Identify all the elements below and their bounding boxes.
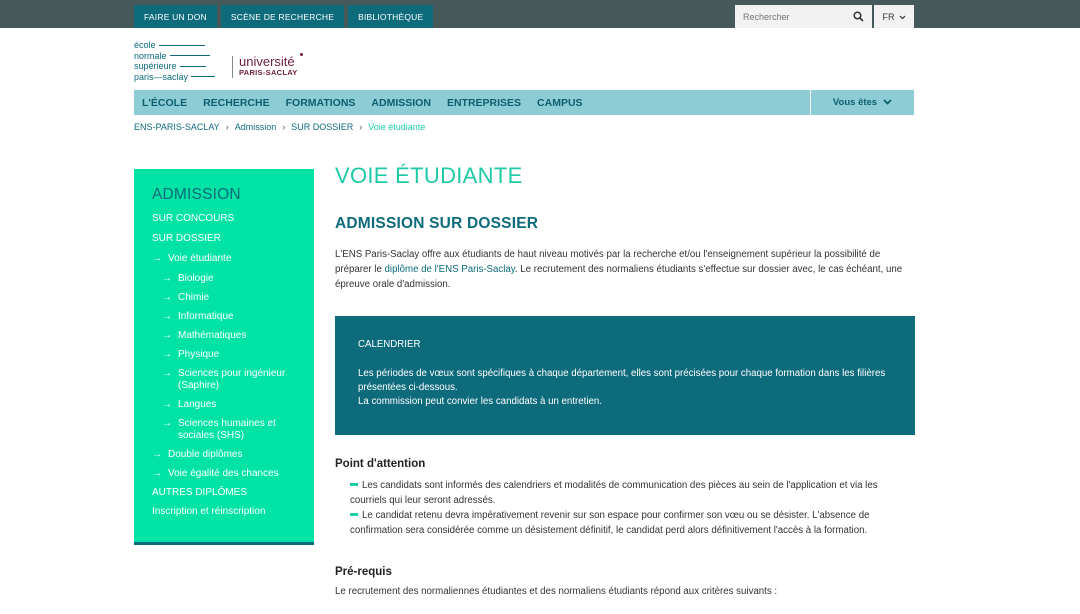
sidebar-item[interactable] — [152, 292, 314, 304]
breadcrumb-item[interactable]: Admission — [234, 122, 277, 132]
dash-icon — [350, 513, 358, 516]
logo-divider — [232, 56, 233, 78]
arrow-right-icon: → — [152, 468, 162, 479]
arrow-right-icon: → — [162, 273, 172, 284]
sidebar-item-label: Voie étudiante — [168, 253, 232, 264]
sidebar-item-label: Sciences pour ingénieur (Saphire) — [178, 368, 286, 391]
main-content — [335, 163, 915, 189]
sidebar-item[interactable] — [152, 233, 314, 245]
sidebar-item[interactable] — [152, 487, 314, 499]
prereq-title: Pré-requis — [335, 566, 392, 578]
calendar-title: CALENDRIER — [358, 339, 421, 350]
arrow-right-icon: → — [162, 311, 172, 322]
sidebar-item-label: Chimie — [178, 292, 210, 303]
chevron-right-icon: › — [282, 122, 286, 132]
intro-text: L'ENS Paris-Saclay offre aux étudiants de haut niveau motivés par la recherche et/ou l'enseignement supérieur la possibilité de préparer le — [335, 249, 881, 275]
sidebar-item-label: SUR CONCOURS — [152, 213, 235, 224]
breadcrumb-item[interactable]: SUR DOSSIER — [291, 122, 354, 132]
list-item-text: Les candidats sont informés des calendriers et modalités de communication des pièces au sein de l'application et via les courriels qui leur seront adressés. — [350, 480, 878, 506]
sidebar-item-label: AUTRES DIPLÔMES — [152, 487, 248, 498]
sidebar-item[interactable] — [152, 449, 314, 461]
sidebar-item[interactable] — [152, 349, 314, 361]
page-title: VOIE ÉTUDIANTE — [335, 163, 523, 188]
ens-logo[interactable] — [134, 40, 215, 82]
nav-item-campus[interactable]: CAMPUS — [537, 96, 583, 109]
sidebar-item[interactable] — [152, 311, 314, 323]
ups-logo-main: université — [239, 54, 295, 69]
main-nav — [134, 90, 914, 115]
dash-icon — [350, 483, 358, 486]
arrow-right-icon: → — [162, 292, 172, 303]
chevron-right-icon: › — [225, 122, 229, 132]
sidebar-item-label: Inscription et réinscription — [152, 506, 266, 517]
sidebar-item-label: Langues — [178, 399, 217, 410]
sidebar — [134, 169, 314, 545]
donate-button[interactable]: FAIRE UN DON — [134, 5, 217, 28]
ens-logo-line: supérieure — [134, 61, 177, 71]
top-bar — [0, 0, 1080, 28]
section-title: ADMISSION SUR DOSSIER — [335, 215, 539, 232]
sidebar-item[interactable] — [152, 468, 314, 480]
sidebar-item-label: SUR DOSSIER — [152, 233, 221, 244]
sidebar-item-label: Physique — [178, 349, 220, 360]
intro-paragraph — [335, 247, 913, 292]
sidebar-item-label: Biologie — [178, 273, 214, 284]
search-box — [735, 5, 872, 28]
sidebar-item-label: Mathématiques — [178, 330, 247, 341]
nav-item-formations[interactable]: FORMATIONS — [285, 96, 356, 109]
vous-etes-label: Vous êtes — [832, 97, 878, 108]
nav-item-ecole[interactable]: L'ÉCOLE — [142, 96, 188, 109]
sidebar-item-label: Voie égalité des chances — [168, 468, 279, 479]
vous-etes-dropdown[interactable] — [810, 90, 914, 115]
sidebar-item-label: Double diplômes — [168, 449, 243, 460]
ens-logo-line: paris—saclay — [134, 71, 189, 82]
sidebar-item[interactable] — [152, 253, 314, 265]
ups-logo-sub: PARIS-SACLAY — [239, 68, 298, 77]
calendar-box — [335, 316, 915, 435]
ens-logo-line: école — [134, 40, 156, 50]
chevron-down-icon — [899, 12, 906, 22]
breadcrumb-current: Voie étudiante — [368, 122, 426, 132]
research-scene-button[interactable]: SCÈNE DE RECHERCHE — [221, 5, 344, 28]
nav-item-recherche[interactable]: RECHERCHE — [203, 96, 270, 109]
sidebar-menu — [152, 213, 314, 518]
calendar-text: La commission peut convier les candidats à un entretien. — [358, 396, 602, 407]
library-button[interactable]: BIBLIOTHÈQUE — [348, 5, 433, 28]
search-icon[interactable] — [852, 11, 864, 23]
prereq-text: Le recrutement des normaliennes étudiantes et des normaliens étudiants répond aux critères suivants : — [335, 586, 778, 597]
sidebar-item[interactable] — [152, 506, 314, 518]
arrow-right-icon: → — [162, 418, 172, 429]
chevron-down-icon — [883, 97, 892, 108]
arrow-right-icon: → — [162, 330, 172, 341]
intro-text: . Le recrutement des normaliens étudiants s'effectue sur dossier avec, le cas échéant, une épreuve orale d'admission. — [335, 264, 903, 290]
arrow-right-icon: → — [162, 368, 172, 379]
language-label: FR — [882, 11, 895, 22]
attention-title: Point d'attention — [335, 458, 426, 470]
attention-list — [350, 478, 912, 538]
diplome-link[interactable]: diplôme de l'ENS Paris-Saclay — [384, 264, 515, 275]
sidebar-item[interactable] — [152, 368, 314, 392]
sidebar-title: ADMISSION — [152, 186, 241, 203]
arrow-right-icon: → — [162, 349, 172, 360]
calendar-text: Les périodes de vœux sont spécifiques à chaque département, elles sont précisées pour chaque formation dans les filières présentées ci-dessous. — [358, 368, 886, 393]
nav-item-admission[interactable]: ADMISSION — [371, 96, 431, 109]
sidebar-item[interactable] — [152, 418, 314, 442]
sidebar-item[interactable] — [152, 213, 314, 225]
sidebar-item-label: Sciences humaines et sociales (SHS) — [178, 418, 276, 441]
arrow-right-icon: → — [152, 449, 162, 460]
ens-logo-line: normale — [134, 50, 167, 61]
arrow-right-icon: → — [152, 253, 162, 264]
breadcrumb — [134, 122, 425, 132]
list-item-text: Le candidat retenu devra impérativement revenir sur son espace pour confirmer son vœu ou se désister. L'absence de confirmation sera considérée comme un désistement définitif, le candidat perd alors définitivement l'accès à la formation. — [350, 510, 870, 536]
chevron-right-icon: › — [359, 122, 363, 132]
breadcrumb-item[interactable]: ENS-PARIS-SACLAY — [134, 122, 220, 132]
list-item — [350, 508, 912, 538]
nav-item-entreprises[interactable]: ENTREPRISES — [446, 96, 522, 109]
sidebar-item[interactable] — [152, 399, 314, 411]
universite-paris-saclay-logo[interactable] — [239, 55, 298, 77]
list-item — [350, 478, 912, 508]
language-select[interactable] — [874, 5, 914, 28]
search-input[interactable] — [743, 12, 852, 22]
quick-links — [134, 5, 433, 28]
sidebar-item[interactable] — [152, 273, 314, 285]
arrow-right-icon: → — [162, 399, 172, 410]
sidebar-item[interactable] — [152, 330, 314, 342]
sidebar-item-label: Informatique — [178, 311, 234, 322]
